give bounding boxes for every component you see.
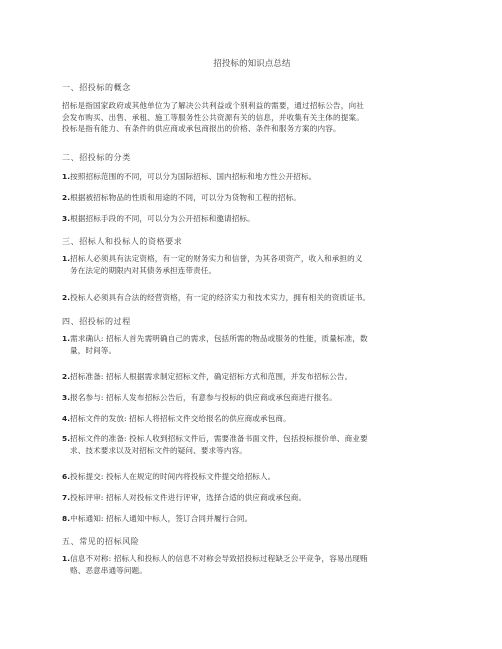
item-number: 1.: [62, 254, 71, 263]
item-text: 中标通知: 招标人通知中标人，签订合同并履行合同。: [70, 514, 253, 523]
list-item: [62, 390, 442, 405]
list-item: [62, 333, 442, 357]
item-text-continued: 量，时间等。: [70, 346, 117, 355]
item-text: 根据招标手段的不同，可以分为公开招标和邀请招标。: [70, 214, 255, 223]
item-number: 6.: [62, 472, 71, 481]
item-text-continued: 务在法定的期限内对其债务承担连带责任。: [70, 266, 217, 275]
item-text: 招标文件的发放: 招标人将招标文件交给报名的供应商或承包商。: [70, 414, 291, 423]
item-text-continued: 赂、恶意串通等问题。: [70, 566, 147, 575]
item-number: 1.: [62, 172, 71, 181]
list-item: [62, 469, 442, 484]
item-number: 4.: [62, 414, 71, 423]
paragraph-line: 投标是指有能力、有条件的供应商或承包商报出的价格、条件和服务方案的内容。: [62, 124, 341, 133]
item-text-continued: 求、技术要求以及对招标文件的疑问、要求等内容。: [70, 446, 247, 455]
item-text: 报名参与: 招标人发布招标公告后，有意参与投标的供应商或承包商进行报名。: [70, 393, 337, 402]
item-text: 按照招标范围的不同，可以分为国际招标、国内招标和地方性公开招标。: [70, 172, 317, 181]
item-number: 1.: [62, 554, 71, 563]
section-heading-concept: 一、招投标的概念: [62, 83, 131, 92]
list-item: [62, 411, 442, 426]
item-number: 2.: [62, 293, 71, 302]
document-title: 招投标的知识点总结: [213, 58, 291, 68]
item-number: 8.: [62, 514, 71, 523]
item-text: 招标人必须具有法定资格，有一定的财务实力和信誉，为其各项资产，收入和承担的义: [70, 254, 363, 263]
item-text: 招标准备: 招标人根据需求制定招标文件，确定招标方式和范围，并发布招标公告。: [70, 372, 353, 381]
item-number: 3.: [62, 393, 71, 402]
list-item: [62, 211, 442, 226]
section-heading-classification: 二、招投标的分类: [62, 153, 131, 162]
list-item: [62, 253, 442, 277]
list-item: [62, 369, 442, 384]
paragraph-line: 招标是指国家政府或其他单位为了解决公共利益或个别利益的需要，通过招标公告，向社: [62, 101, 365, 110]
item-text: 投标提交: 投标人在规定的时间内将投标文件提交给招标人。: [70, 472, 276, 481]
list-item: [62, 553, 442, 577]
item-number: 2.: [62, 372, 71, 381]
list-item: [62, 190, 442, 205]
item-number: 2.: [62, 193, 71, 202]
list-item: [62, 169, 442, 184]
item-text: 根据被招标物品的性质和用途的不同，可以分为货物和工程的招标。: [70, 193, 301, 202]
item-text: 投标评审: 招标人对投标文件进行评审，选择合适的供应商或承包商。: [70, 493, 307, 502]
item-text: 投标人必须具有合法的经营资格，有一定的经济实力和技术实力，拥有相关的资质证书。: [70, 293, 371, 302]
section-heading-risks: 五、常见的招标风险: [62, 537, 140, 546]
list-item: [62, 433, 442, 457]
item-number: 5.: [62, 434, 71, 443]
list-item: [62, 511, 442, 526]
concept-paragraph: [62, 100, 442, 135]
item-text: 信息不对称: 招标人和投标人的信息不对称会导致招投标过程缺乏公平竞争，容易出现贿: [70, 554, 368, 563]
item-text: 招标文件的准备: 投标人收到招标文件后，需要准备书面文件，包括投标报价单、商业要: [70, 434, 368, 443]
item-text: 需求确认: 招标人首先需明确自己的需求，包括所需的物品或服务的性能，质量标准，数: [70, 334, 368, 343]
paragraph-line: 会发布购买、出售、承租、施工等服务性公共资源有关的信息，并收集有关主体的提案。: [62, 112, 365, 122]
item-number: 7.: [62, 493, 71, 502]
section-heading-qualifications: 三、招标人和投标人的资格要求: [62, 237, 183, 246]
list-item: [62, 290, 442, 305]
section-heading-process: 四、招投标的过程: [62, 317, 131, 326]
list-item: [62, 490, 442, 505]
item-number: 3.: [62, 214, 71, 223]
item-number: 1.: [62, 334, 71, 343]
